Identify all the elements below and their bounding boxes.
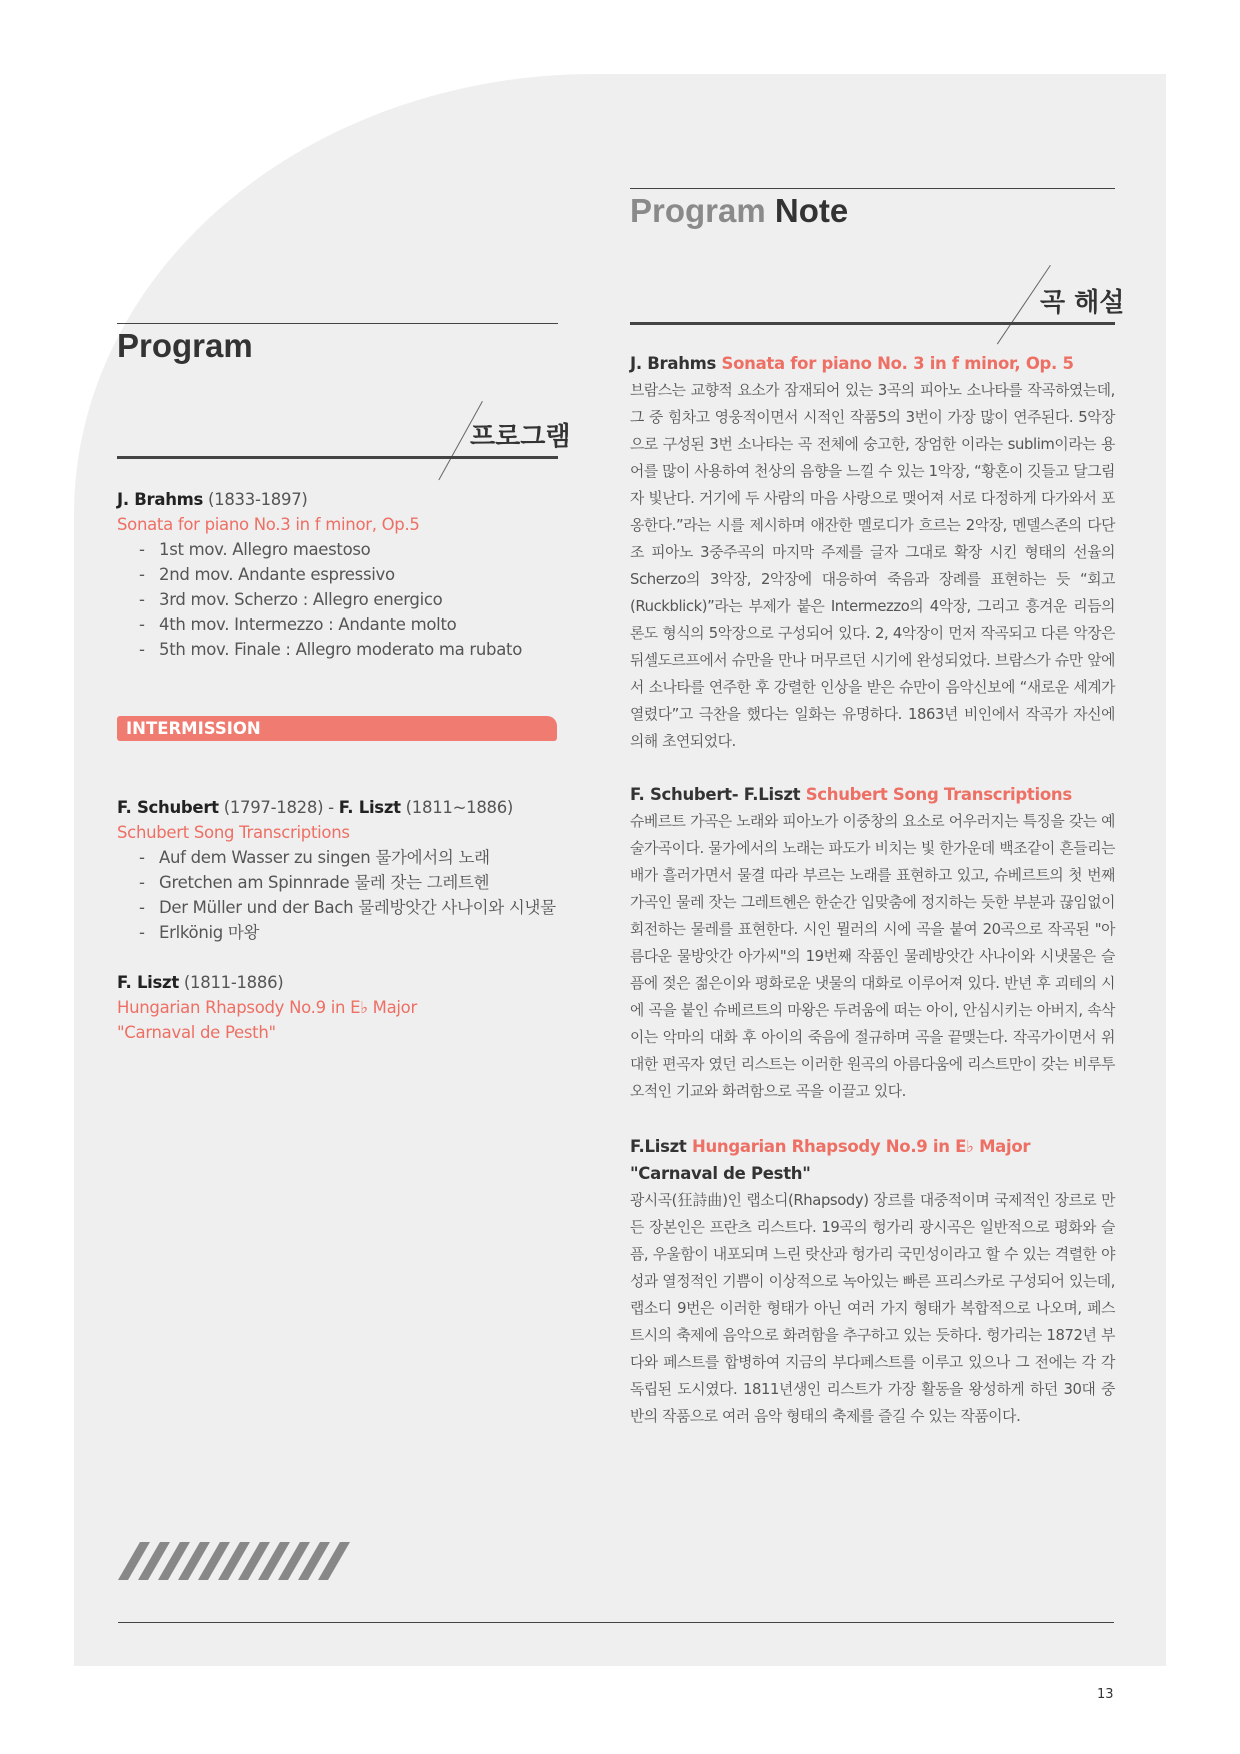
schubert-work: Schubert Song Transcriptions [117, 823, 350, 842]
list-item: - 2nd mov. Andante espressivo [139, 562, 557, 587]
program-note-title-light: Program [630, 192, 766, 229]
note-section-brahms [630, 350, 1115, 755]
program-note-title [630, 192, 848, 230]
list-item: - 3rd mov. Scherzo : Allegro energico [139, 587, 557, 612]
program-top-rule [117, 323, 558, 324]
section-heading [630, 781, 1115, 808]
list-item: - 4th mov. Intermezzo : Andante molto [139, 612, 557, 637]
list-item: - Gretchen am Spinnrade 물레 잣는 그레트헨 [139, 870, 557, 895]
program-liszt-block [117, 970, 557, 1045]
note-subtitle-kr: 곡 해설 [1040, 288, 1125, 318]
note-top-rule [630, 188, 1115, 189]
section-body: 광시곡(狂詩曲)인 랩소디(Rhapsody) 장르를 대중적이며 국제적인 장르로 만든 장본인은 프란츠 리스트다. 19곡의 헝가리 광시곡은 일반적으로 평화와 슬픔, 우울함이 내포되며 느린 랏산과 헝가리 국민성이라고 할 수 있는 격렬한 야성과 열정적인 기쁨이 이상적으로 녹아있는 빠른 프리스카로 구성되어 있는데, 랩소디 9번은 이러한 형태가 아닌 여러 가지 형태가 복합적으로 나오며, 페스트시의 축제에 음악으로 화려함을 추구하고 있는 듯하다. 헝가리는 1872년 부다와 페스트를 합병하여 지금의 부다페스트를 이루고 있으나 그 전에는 각 각 독립된 도시였다. 1811년생인 리스트가 가장 활동을 왕성하게 하던 30대 중반의 작품으로 여러 음악 형태의 축제를 즐길 수 있는 작품이다. [630, 1192, 1115, 1425]
schubert-composer: F. Schubert [117, 798, 219, 817]
section-composer: F.Liszt [630, 1137, 687, 1156]
brahms-composer: J. Brahms [117, 490, 204, 509]
list-item: - 5th mov. Finale : Allegro moderato ma rubato [139, 637, 557, 662]
program-subtitle-kr: 프로그램 [470, 422, 571, 452]
program-brahms-block [117, 487, 557, 662]
liszt-composer-line [117, 970, 557, 995]
section-heading [630, 1133, 1115, 1160]
list-item: - Der Müller und der Bach 물레방앗간 사나이와 시냇물 [139, 895, 557, 920]
schubert-song-list [117, 845, 557, 945]
page-number: 13 [1097, 1687, 1114, 1702]
section-composer: J. Brahms [630, 354, 717, 373]
list-item: - Auf dem Wasser zu singen 물가에서의 노래 [139, 845, 557, 870]
section-work: Sonata for piano No. 3 in f minor, Op. 5 [721, 354, 1074, 373]
program-note-title-bold: Note [774, 192, 849, 229]
liszt-years: (1811~1886) [405, 798, 514, 817]
note-heading-rule [630, 322, 1115, 325]
intermission-badge: INTERMISSION [117, 716, 557, 741]
brahms-years: (1833-1897) [208, 490, 308, 509]
section-body: 슈베르트 가곡은 노래와 피아노가 이중창의 요소로 어우러지는 특징을 갖는 예술가곡이다. 물가에서의 노래는 파도가 비치는 빛 한가운데 백조같이 흔들리는 배가 흘러가면서 물결 따라 부르는 노래를 표현하고 있고, 슈베르트의 첫 번째 가곡인 물레 잣는 그레트헨은 한순간 입맞춤에 정지하는 듯한 부분과 끊임없이 회전하는 물레를 표현한다. 시인 뮐러의 시에 곡을 붙여 20곡으로 작곡된 "아름다운 물방앗간 아가씨"의 19번째 작품인 물레방앗간 사나이와 시냇물은 슬픔에 젖은 젊은이와 평화로운 냇물의 대화로 이루어져 있다. 반년 후 괴테의 시에 곡을 붙인 슈베르트의 마왕은 두려움에 떠는 아이, 안심시키는 아버지, 속삭이는 악마의 대화 후 아이의 죽음에 절규하며 곡을 끝맺는다. 작곡가이면서 위대한 편곡자 였던 리스트는 이러한 원곡의 아름다움에 리스트만이 갖는 비루투오적인 기교와 화려함으로 곡을 이끌고 있다. [630, 813, 1115, 1100]
note-section-schubert [630, 781, 1115, 1105]
composer-separator: - [323, 798, 339, 817]
section-heading [630, 350, 1115, 377]
liszt-years-2: (1811-1886) [183, 973, 284, 992]
schubert-composer-line [117, 795, 557, 820]
section-work-subtitle: "Carnaval de Pesth" [630, 1164, 811, 1183]
brahms-movement-list [117, 537, 557, 662]
section-work: Hungarian Rhapsody No.9 in E♭ Major [691, 1137, 1031, 1156]
brahms-composer-line [117, 487, 557, 512]
schubert-years: (1797-1828) [223, 798, 324, 817]
program-title: Program [117, 327, 253, 364]
program-heading-rule [117, 456, 558, 459]
section-work: Schubert Song Transcriptions [805, 785, 1072, 804]
footer-rule [118, 1622, 1114, 1623]
liszt-work-subtitle: "Carnaval de Pesth" [117, 1023, 276, 1042]
decorative-stripes [118, 1542, 350, 1580]
section-composer: F. Schubert- F.Liszt [630, 785, 801, 804]
list-item: - Erlkönig 마왕 [139, 920, 557, 945]
program-schubert-block [117, 795, 557, 945]
note-section-liszt [630, 1133, 1115, 1430]
brahms-work: Sonata for piano No.3 in f minor, Op.5 [117, 515, 420, 534]
liszt-composer: F. Liszt [338, 798, 401, 817]
list-item: - 1st mov. Allegro maestoso [139, 537, 557, 562]
liszt-composer-name: F. Liszt [117, 973, 179, 992]
liszt-work: Hungarian Rhapsody No.9 in E♭ Major [117, 998, 417, 1017]
section-body: 브람스는 교향적 요소가 잠재되어 있는 3곡의 피아노 소나타를 작곡하였는데, 그 중 힘차고 영웅적이면서 시적인 작품5의 3번이 가장 많이 연주된다. 5악장으로 구성된 3번 소나타는 곡 전체에 숭고한, 장엄한 이라는 sublim이라는 용어를 많이 사용하여 천상의 음향을 느낄 수 있는 1악장, “황혼이 깃들고 달그림자 빛난다. 거기에 두 사람의 마음 사랑으로 맺어져 서로 다정하게 다가와서 포옹한다.”라는 시를 제시하며 애잔한 멜로디가 흐르는 2악장, 멘델스존의 다단조 피아노 3중주곡의 마지막 주제를 글자 그대로 확장 시킨 형태의 선율의 Scherzo의 3악장, 2악장에 대응하여 죽음과 장례를 표현하는 듯 “회고(Ruckblick)”라는 부제가 붙은 Intermezzo의 4악장, 그리고 흥겨운 리듬의 론도 형식의 5악장으로 구성되어 있다. 2, 4악장이 먼저 작곡되고 다른 악장은 뒤셀도르프에서 슈만을 만나 머무르던 시기에 완성되었다. 브람스가 슈만 앞에서 소나타를 연주한 후 강렬한 인상을 받은 슈만이 음악신보에 “새로운 세계가 열렸다”고 극찬을 했다는 일화는 유명하다. 1863년 비인에서 작곡가 자신에 의해 초연되었다. [630, 382, 1115, 750]
